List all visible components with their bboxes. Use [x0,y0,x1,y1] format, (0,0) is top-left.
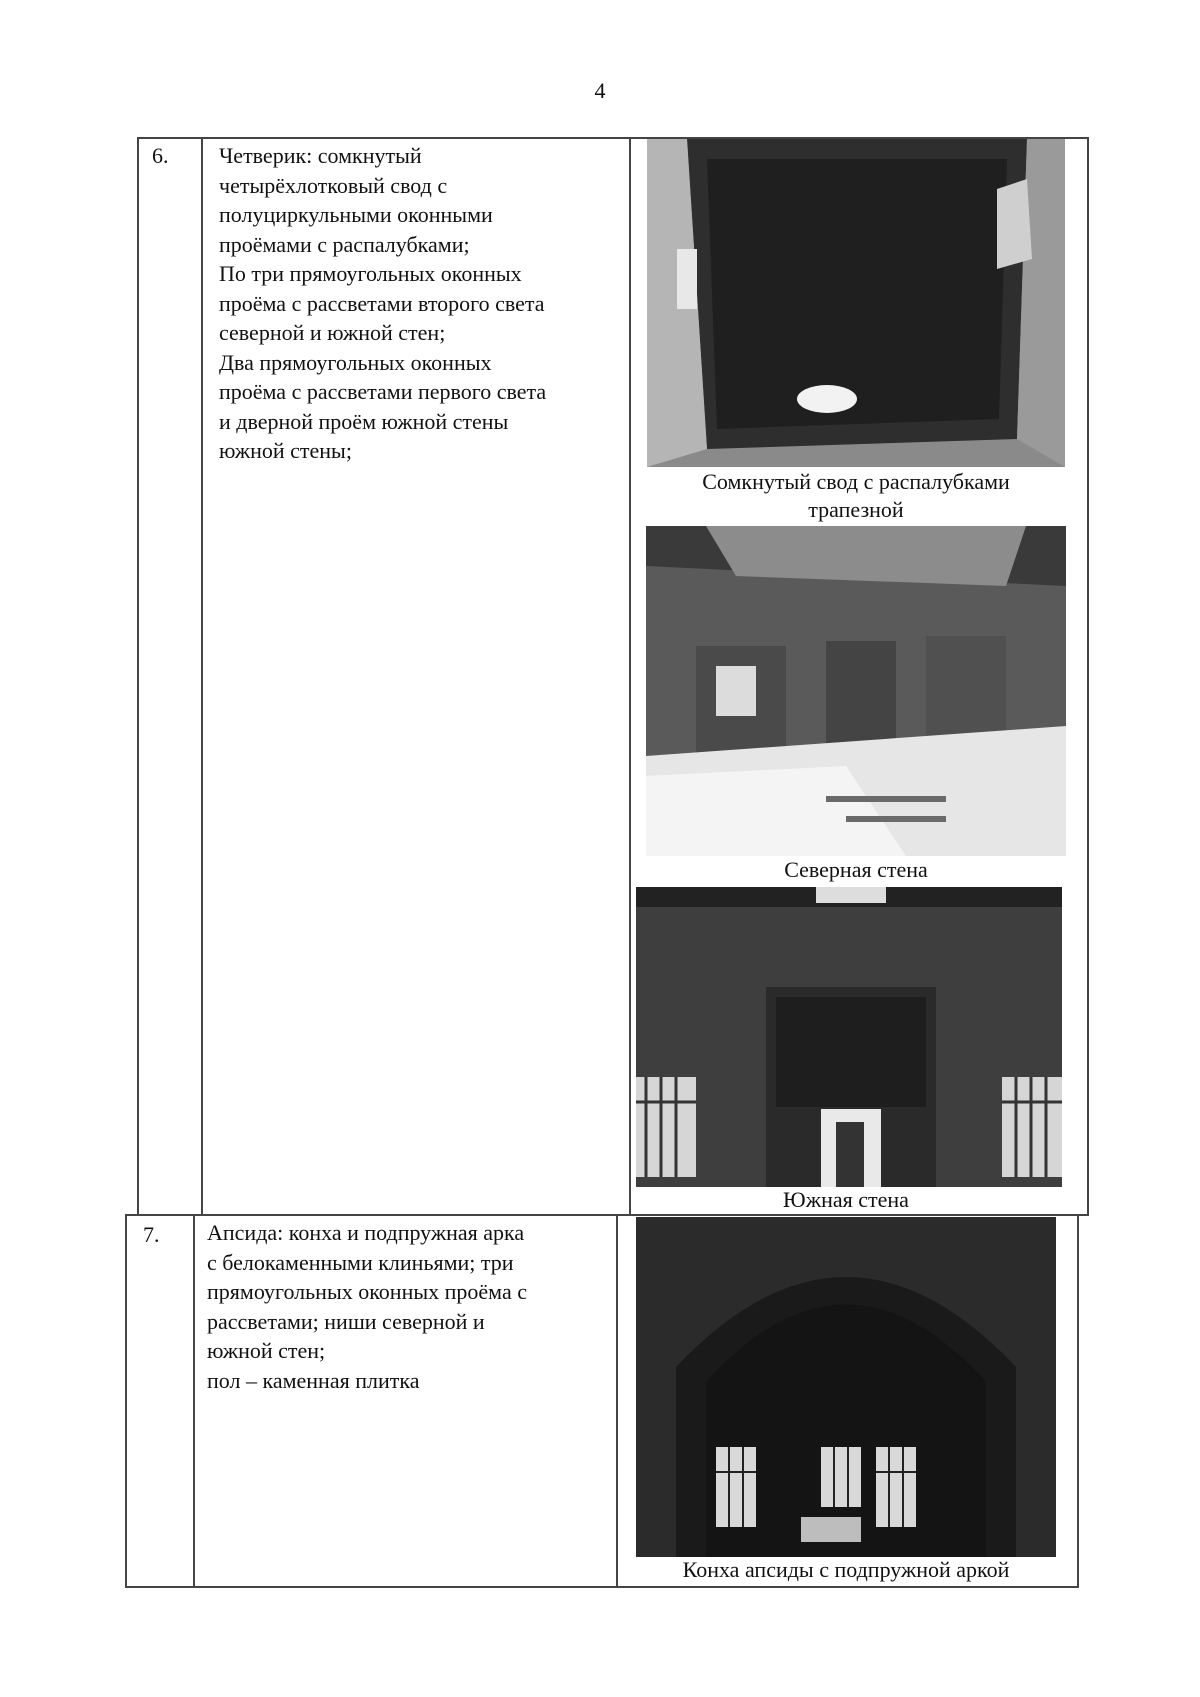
col-divider-1 [201,137,203,1215]
table-left-border-row7 [125,1214,127,1587]
col-divider-2-row7 [616,1214,618,1587]
row-description: Апсида: конха и подпружная арка с белокаменными клиньями; три прямоугольных оконных проёма с рассветами; ниши северной и южной стен; пол – каменная плитка [207,1220,527,1393]
photo-caption: Южная стена [783,1187,909,1212]
col-divider-1-row7 [193,1214,195,1587]
photo-caption: Северная стена [784,857,928,882]
table-right-border-row7 [1077,1214,1079,1587]
photo-apse [636,1217,1056,1557]
photo-north-wall [646,526,1066,856]
page-number: 4 [594,78,606,103]
col-divider-2 [629,137,631,1215]
row-number: 6. [152,143,169,168]
caption-line: трапезной [808,497,904,522]
table-right-border [1087,137,1089,1215]
photo-vault [647,139,1065,467]
photo-south-wall [636,887,1062,1187]
row-divider [125,1214,1089,1216]
row-description: Четверик: сомкнутый четырёхлотковый свод с полуциркульными оконными проёмами с распалубками; По три прямоугольных оконных проёма с рассветами второго света северной и южной стен; Два прямоугольных оконных проёма с рассветами первого света и дверной проём южной стены южной стены; [219,143,547,463]
photo-caption: Конха апсиды с подпружной аркой [682,1557,1010,1582]
photo-caption [640,468,1072,524]
row-number: 7. [143,1222,160,1247]
caption-line: Сомкнутый свод с распалубками [702,469,1010,494]
table-left-border [137,137,139,1215]
table-bottom-border [125,1586,1079,1588]
